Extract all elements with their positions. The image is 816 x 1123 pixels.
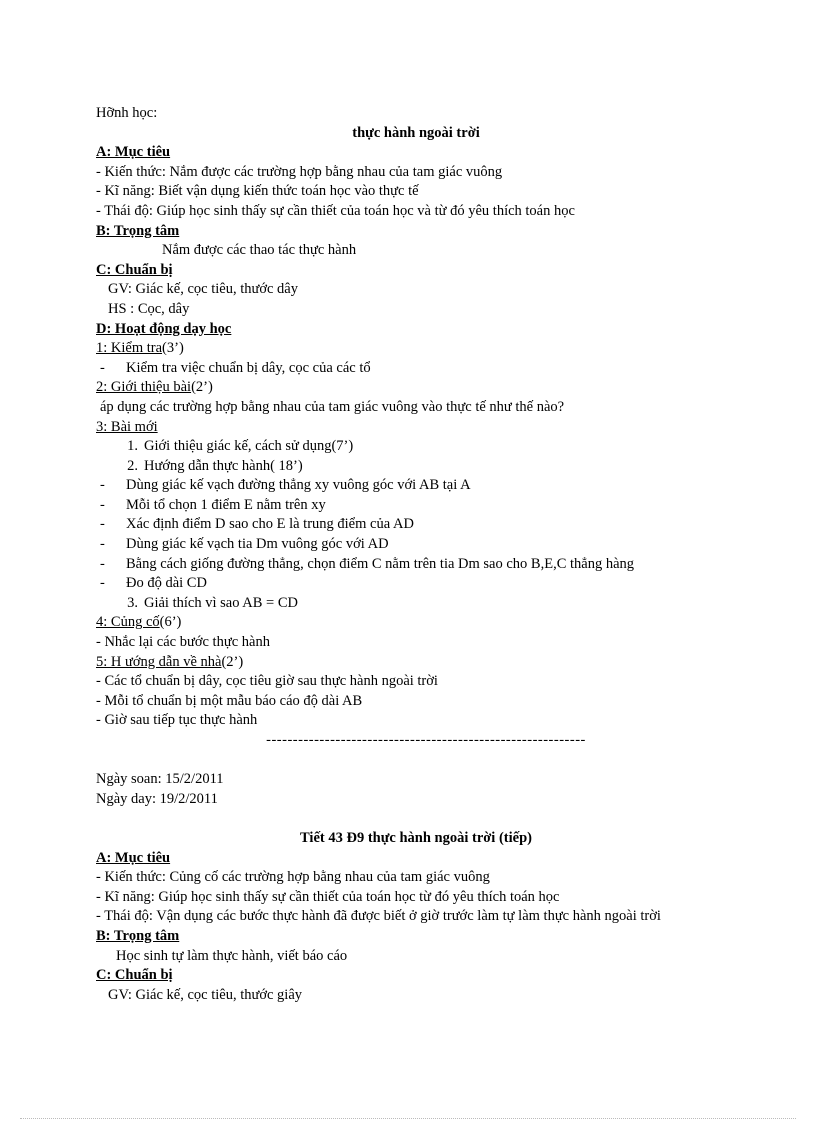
step1-label: 1: Kiểm tra — [96, 340, 163, 357]
section-c-heading: C: Chuẩn bị — [96, 261, 173, 278]
step2-time: (2’) — [191, 379, 213, 396]
lesson2-section-a-heading: A: Mục tiêu — [96, 849, 171, 866]
lesson2-section-b-heading: B: Trọng tâm — [96, 927, 180, 944]
document-page — [96, 104, 736, 1005]
list-number: 3. — [127, 594, 138, 611]
section-separator: ------------------------------------------------------------ — [266, 732, 586, 748]
step1-heading — [96, 339, 736, 359]
objective-knowledge: - Kiến thức: Nắm được các trường hợp bằng nhau của tam giác vuông — [96, 163, 503, 180]
date-taught: Ngày day: 19/2/2011 — [96, 790, 218, 807]
list-number: 1. — [127, 438, 138, 455]
step3-item-1 — [96, 437, 736, 457]
objective-attitude: - Thái độ: Giúp học sinh thấy sự cần thiết của toán học và từ đó yêu thích toán học — [96, 202, 575, 219]
step3-item-2 — [96, 457, 736, 477]
step1-item: - Kiểm tra việc chuẩn bị dây, cọc của các tổ — [100, 359, 371, 376]
step4-heading — [96, 613, 736, 633]
practice-bullet-text: Mỗi tổ chọn 1 điểm E nằm trên xy — [126, 496, 326, 513]
lesson-title: thực hành ngoài trời — [352, 124, 480, 141]
lesson2-objective-knowledge: - Kiến thức: Củng cố các trường hợp bằng nhau của tam giác vuông — [96, 869, 490, 886]
section-b-heading: B: Trọng tâm — [96, 222, 180, 239]
practice-bullet: - Dùng giác kế vạch đường thẳng xy vuông góc với AB tại A — [100, 477, 471, 494]
focus-text: Nắm được các thao tác thực hành — [162, 242, 357, 259]
lesson2-objective-attitude: - Thái độ: Vận dụng các bước thực hành đã được biết ở giờ trước làm tự làm thực hành ngoài trời — [96, 908, 661, 925]
date-prepared: Ngày soan: 15/2/2011 — [96, 771, 224, 788]
homework-item: - Mỗi tổ chuẩn bị một mẫu báo cáo độ dài AB — [96, 692, 363, 709]
lesson2-preparation-teacher: GV: Giác kế, cọc tiêu, thước giây — [108, 986, 303, 1003]
step3-item-3-text: Giải thích vì sao AB = CD — [144, 594, 298, 611]
lesson2-title: Tiết 43 Đ9 thực hành ngoài trời (tiếp) — [300, 829, 532, 846]
step3-item-1-text: Giới thiệu giác kế, cách sử dụng(7’) — [144, 438, 354, 455]
step2-heading — [96, 378, 736, 398]
section-a-heading: A: Mục tiêu — [96, 144, 171, 161]
step4-text: - Nhắc lại các bước thực hành — [96, 634, 270, 651]
step1-item-text: Kiểm tra việc chuẩn bị dây, cọc của các tổ — [126, 359, 371, 376]
step5-heading — [96, 653, 736, 673]
step3-item-2-text: Hướng dẫn thực hành( 18’) — [144, 457, 303, 474]
step4-time: (6’) — [159, 614, 182, 631]
step3-item-3 — [96, 594, 736, 614]
lesson2-section-c-heading: C: Chuẩn bị — [96, 967, 173, 984]
homework-item: - Giờ sau tiếp tục thực hành — [96, 712, 258, 729]
lesson2-objective-skill: - Kĩ năng: Giúp học sinh thấy sự cần thiết của toán học từ đó yêu thích toán học — [96, 888, 560, 905]
step5-time: (2’) — [221, 653, 244, 670]
practice-bullet-text: Bằng cách giống đường thẳng, chọn điểm C nằm trên tia Dm sao cho B,E,C thẳng hàng — [126, 555, 635, 572]
practice-bullet: - Bằng cách giống đường thẳng, chọn điểm C nằm trên tia Dm sao cho B,E,C thẳng hàng — [100, 555, 635, 572]
section-d-heading: D: Hoạt động dạy học — [96, 320, 232, 337]
practice-bullet: - Dùng giác kế vạch tia Dm vuông góc với AD — [100, 536, 389, 553]
homework-item: - Các tổ chuẩn bị dây, cọc tiêu giờ sau thực hành ngoài trời — [96, 673, 438, 690]
step5-label: 5: H ướng dẫn về nhà — [96, 653, 222, 670]
practice-bullet: - Đo độ dài CD — [100, 575, 207, 592]
preparation-teacher: GV: Giác kế, cọc tiêu, thước dây — [108, 281, 298, 298]
practice-bullet-text: Dùng giác kế vạch đường thẳng xy vuông góc với AB tại A — [126, 477, 471, 494]
step4-label: 4: Củng cố — [96, 614, 160, 631]
practice-bullet: - Xác định điểm D sao cho E là trung điểm của AD — [100, 516, 414, 533]
step2-text: áp dụng các trường hợp bằng nhau của tam giác vuông vào thực tế như thế nào? — [100, 398, 565, 415]
practice-bullet-text: Xác định điểm D sao cho E là trung điểm của AD — [126, 516, 414, 533]
step1-time: (3’) — [162, 340, 184, 357]
list-number: 2. — [127, 457, 138, 474]
practice-bullet-text: Dùng giác kế vạch tia Dm vuông góc với AD — [126, 536, 389, 553]
step3-heading: 3: Bài mới — [96, 418, 158, 435]
subject-label: Hỡnh học: — [96, 105, 158, 121]
page-bottom-border — [20, 1118, 796, 1119]
practice-bullet-text: Đo độ dài CD — [126, 575, 207, 592]
step2-label: 2: Giới thiệu bài — [96, 379, 192, 396]
objective-skill: - Kĩ năng: Biết vận dụng kiến thức toán học vào thực tế — [96, 183, 419, 200]
practice-bullet: - Mỗi tổ chọn 1 điểm E nằm trên xy — [100, 496, 326, 513]
lesson2-focus-text: Học sinh tự làm thực hành, viết báo cáo — [116, 947, 348, 964]
preparation-students: HS : Cọc, dây — [108, 300, 190, 317]
